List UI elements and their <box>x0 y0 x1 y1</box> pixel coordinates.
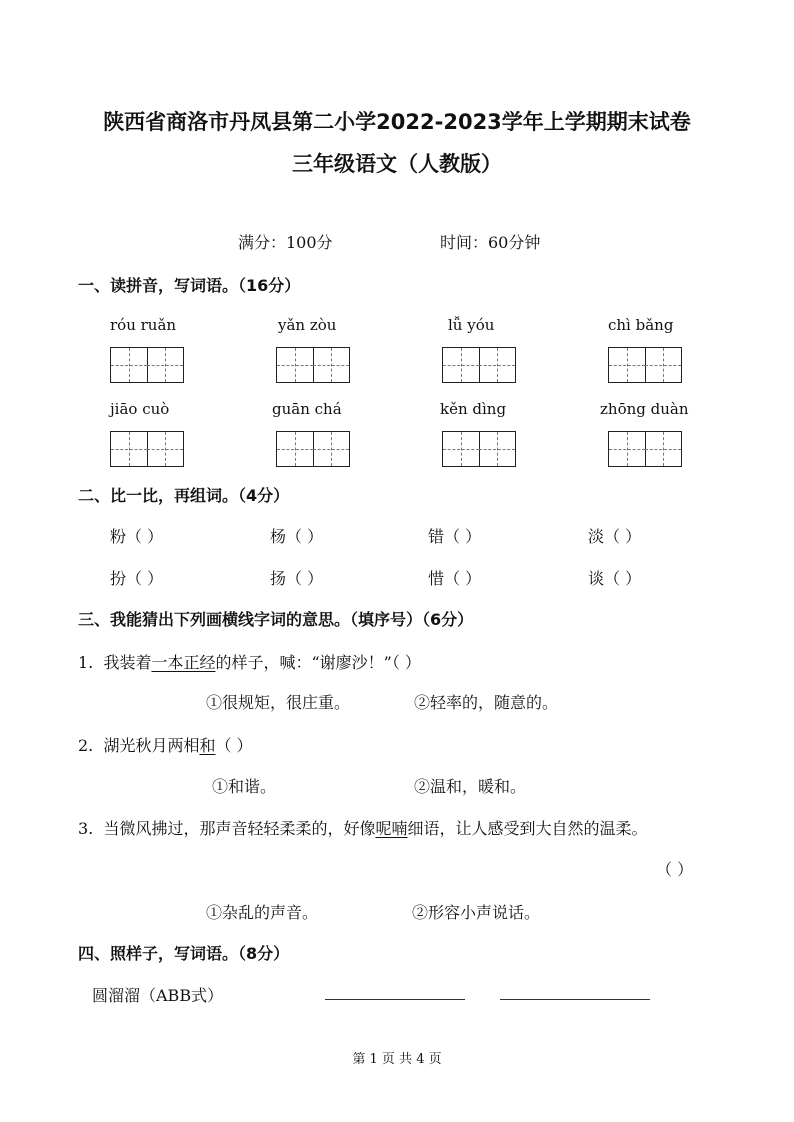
exam-time: 时间：60分钟 <box>440 233 541 252</box>
underlined-word: 呢喃 <box>375 819 408 838</box>
writing-grid-2[interactable] <box>276 347 350 383</box>
q2-option-2: ②温和，暖和。 <box>414 777 527 796</box>
section1-heading: 一、读拼音，写词语。（16分） <box>78 276 301 295</box>
pinyin-7: kěn dìng <box>440 400 507 418</box>
question-number: 1. <box>78 653 94 672</box>
page-subtitle: 三年级语文（人教版） <box>292 152 502 176</box>
compare-item-4: 淡（ ） <box>588 527 642 546</box>
writing-grid-6[interactable] <box>276 431 350 467</box>
question-1: 1. 我装着一本正经的样子，喊：“谢廖沙！”（ ） <box>78 653 421 672</box>
writing-grid-7[interactable] <box>442 431 516 467</box>
pinyin-1: róu ruǎn <box>110 316 177 334</box>
page-footer: 第 1 页 共 4 页 <box>352 1052 442 1067</box>
section3-heading: 三、我能猜出下列画横线字词的意思。（填序号）（6分） <box>78 610 474 629</box>
q3-option-1: ①杂乱的声音。 <box>206 903 319 922</box>
writing-grid-5[interactable] <box>110 431 184 467</box>
q3-option-2: ②形容小声说话。 <box>412 903 541 922</box>
pinyin-6: guān chá <box>272 400 342 418</box>
underlined-word: 一本正经 <box>151 653 216 672</box>
writing-grid-1[interactable] <box>110 347 184 383</box>
question-number: 3. <box>78 819 94 838</box>
question-3: 3. 当微风拂过，那声音轻轻柔柔的，好像呢喃细语，让人感受到大自然的温柔。 <box>78 819 648 838</box>
q3-answer-paren: （ ） <box>656 860 694 879</box>
answer-line-2[interactable] <box>500 999 650 1000</box>
compare-item-7: 惜（ ） <box>428 569 482 588</box>
pinyin-4: chì bǎng <box>608 316 674 334</box>
writing-grid-4[interactable] <box>608 347 682 383</box>
section2-heading: 二、比一比，再组词。（4分） <box>78 486 290 505</box>
compare-item-5: 扮（ ） <box>110 569 164 588</box>
pinyin-2: yǎn zòu <box>278 316 337 334</box>
section4-heading: 四、照样子，写词语。（8分） <box>78 944 290 963</box>
pinyin-8: zhōng duàn <box>600 400 689 418</box>
compare-item-8: 谈（ ） <box>588 569 642 588</box>
compare-item-2: 杨（ ） <box>270 527 324 546</box>
pinyin-5: jiāo cuò <box>110 400 170 418</box>
full-score: 满分：100分 <box>238 233 333 252</box>
q1-option-2: ②轻率的，随意的。 <box>414 693 559 712</box>
question-2: 2. 湖光秋月两相和（ ） <box>78 736 253 755</box>
compare-item-3: 错（ ） <box>428 527 482 546</box>
section4-example: 圆溜溜（ABB式） <box>92 986 224 1005</box>
writing-grid-8[interactable] <box>608 431 682 467</box>
underlined-word: 和 <box>199 736 216 755</box>
question-number: 2. <box>78 736 94 755</box>
q1-option-1: ①很规矩，很庄重。 <box>206 693 351 712</box>
page-title: 陕西省商洛市丹凤县第二小学2022-2023学年上学期期末试卷 <box>103 110 691 134</box>
compare-item-6: 扬（ ） <box>270 569 324 588</box>
writing-grid-3[interactable] <box>442 347 516 383</box>
pinyin-3: lǚ yóu <box>448 316 495 334</box>
answer-line-1[interactable] <box>325 999 465 1000</box>
compare-item-1: 粉（ ） <box>110 527 164 546</box>
q2-option-1: ①和谐。 <box>212 777 277 796</box>
